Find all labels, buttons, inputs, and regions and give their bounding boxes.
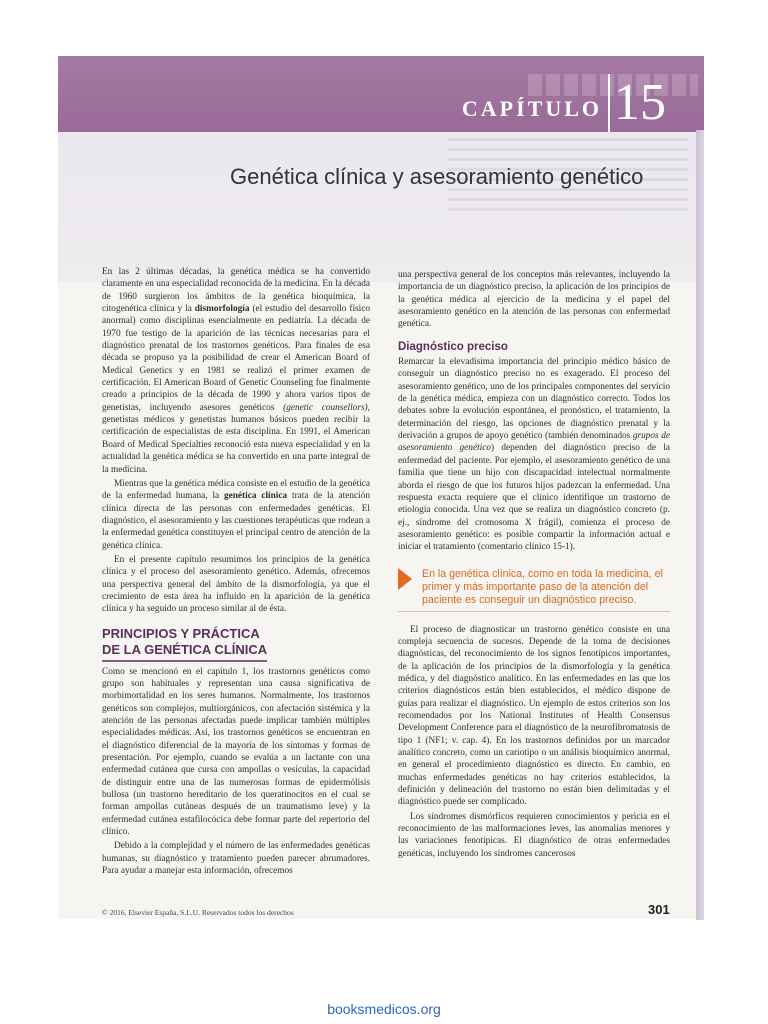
paragraph: El proceso de diagnosticar un trastorno genético consiste en una compleja secuencia de sucesos. Depende de la toma de decisiones diagnósticas, del reconocimiento de los signos fenotípicos importantes, de la aplicación de los principios de la dismorfología y la genética médica, y del diagnóstico analítico. En las enfermedades en las que los criterios diagnósticos están bien establecidos, el médico dispone de guías para realizar el diagnóstico. Un ejemplo de estos criterios son los recomendados por los National Institutes of Health Consensus Development Conference para el diagnóstico de la neurofibromatosis de tipo 1 (NF1; v. cap. 4). En los trastornos definidos por un marcador analítico concreto, como un cariotipo o un análisis bioquímico anormal, en general el procedimiento diagnóstico es directo. En cambio, en muchas enfermedades genéticas no hay criterios establecidos, la definición y delineación del trastorno no están bien delimitadas y el diagnóstico puede ser complicado. <box>398 624 670 808</box>
chapter-number: 15 <box>608 74 670 132</box>
section-heading: PRINCIPIOS Y PRÁCTICA DE LA GENÉTICA CLÍNICA <box>102 626 267 662</box>
book-page <box>58 56 704 919</box>
watermark-link[interactable]: booksmedicos.org <box>327 1001 441 1017</box>
paragraph: Como se mencionó en el capítulo 1, los trastornos genéticos como grupo son habituales y representan una causa significativa de morbimortalidad en los seres humanos. Normalmente, los trastornos genéticos son complejos, multiorgánicos, con afectación sistémica y la atención de las personas afectadas puede implicar también múltiples especialidades médicas. Así, los trastornos genéticos se encuentran en el diagnóstico diferencial de la mayoría de los síntomas y formas de presentación. Por ejemplo, cuando se evalúa a un lactante con una enfermedad cutánea que cursa con ampollas o vesículas, la capacidad de distinguir entre una de las numerosas formas de epidermólisis bullosa (un trastorno hereditario de los queratinocitos en el cual se forman ampollas cutáneas después de un traumatismo leve) y la enfermedad cutánea estafilocócica debe formar parte del repertorio del clínico. <box>102 666 370 838</box>
key-point-callout <box>398 566 670 612</box>
copyright-notice: © 2016. Elsevier España, S.L.U. Reservados todos los derechos <box>102 908 294 917</box>
paragraph: una perspectiva general de los conceptos más relevantes, incluyendo la importancia de un diagnóstico preciso, la aplicación de los principios de la genética médica al ejercicio de la medicina y el papel del asesoramiento genético en la atención de las personas con enfermedad genética. <box>398 270 670 330</box>
paragraph: Remarcar la elevadísima importancia del principio médico básico de conseguir un diagnóstico preciso no es exagerado. El proceso del asesoramiento genético, uno de los principales componentes del servicio de la genética médica, empieza con un diagnóstico correcto. Todos los debates sobre la evolución espontánea, el pronóstico, el tratamiento, la determinación del riesgo, las opciones de diagnóstico prenatal y la derivación a grupos de apoyo genético (también denominados grupos de asesoramiento genético) dependen del diagnóstico preciso de la enfermedad del paciente. Por ejemplo, el asesoramiento genético de una familia que tiene un hijo con discapacidad intelectual normalmente aborda el riesgo de que los futuros hijos padezcan la enfermedad. Una respuesta exacta requiere que el clínico identifique un trastorno de etiología conocida. Una vez que se realiza un diagnóstico concreto (p. ej., síndrome del cromosoma X frágil), comienza el proceso de asesoramiento genético: es posible compartir la información actual e iniciar el tratamiento (comentario clínico 15-1). <box>398 357 671 553</box>
paragraph: Mientras que la genética médica consiste en el estudio de la genética de la enfermedad humana, la genética clínica trata de la atención clínica directa de las personas con enfermedades genéticas. El diagnóstico, el asesoramiento y las cuestiones terapéuticas que rodean a la enfermedad genética constituyen el principal centro de atención de la genética clínica. <box>102 478 370 551</box>
chapter-title: Genética clínica y asesoramiento genético <box>230 164 644 189</box>
left-column <box>102 266 370 877</box>
callout-text: En la genética clínica, como en toda la medicina, el primer y más importante paso de la atención del paciente es conseguir un diagnóstico preciso. <box>422 567 663 606</box>
subsection-heading: Diagnóstico preciso <box>398 340 508 353</box>
paragraph: Debido a la complejidad y el número de las enfermedades genéticas humanas, su diagnóstico y tratamiento pueden parecer abrumadores. Para ayudar a manejar esta información, ofrecemos <box>102 841 370 877</box>
paragraph: En el presente capítulo resumimos los principios de la genética clínica y el proceso del asesoramiento genético. Además, ofrecemos una perspectiva general del ámbito de la dismorfología, ya que el crecimiento de esta área ha influido en la aparición de la genética clínica y ha seguido un proceso similar al de ésta. <box>102 554 370 615</box>
right-column <box>398 269 670 860</box>
arrow-icon <box>398 568 412 590</box>
paragraph: Los síndromes dismórficos requieren conocimientos y pericia en el reconocimiento de las malformaciones leves, las anomalías menores y las variaciones fenotípicas. El diagnóstico de otras enfermedades genéticas, incluyendo los síndromes cancerosos <box>398 811 670 859</box>
paragraph: En las 2 últimas décadas, la genética médica se ha convertido claramente en una especialidad reconocida de la medicina. En la década de 1960 surgieron los ámbitos de la genética bioquímica, la citogenética clínica y la dismorfología (el estudio del desarrollo físico anormal) como disciplinas esencialmente en pediatría. La década de 1970 fue testigo de la aparición de las técnicas necesarias para el diagnóstico prenatal de los trastornos genéticos. Para finales de esa década se propuso ya la posibilidad de crear el American Board of Medical Genetics y en 1981 se realizó el primer examen de certificación. El American Board of Genetic Counseling fue finalmente creado a principios de la década de 1990 y ahora varios tipos de genetistas, incluyendo asesores genéticos (genetic counsellors), genetistas médicos y genetistas humanos básicos pueden recibir la certificación de especialistas de esta disciplina. En 1991, el American Board of Medical Specialties reconoció esta nueva especialidad y en la actualidad la genética médica se ha convertido en una parte integral de la medicina. <box>102 267 371 475</box>
title-area <box>58 132 704 282</box>
page-number: 301 <box>648 902 670 917</box>
chapter-label: CAPÍTULO <box>461 96 602 121</box>
page-edge <box>696 130 704 920</box>
chapter-header-band <box>58 56 704 132</box>
